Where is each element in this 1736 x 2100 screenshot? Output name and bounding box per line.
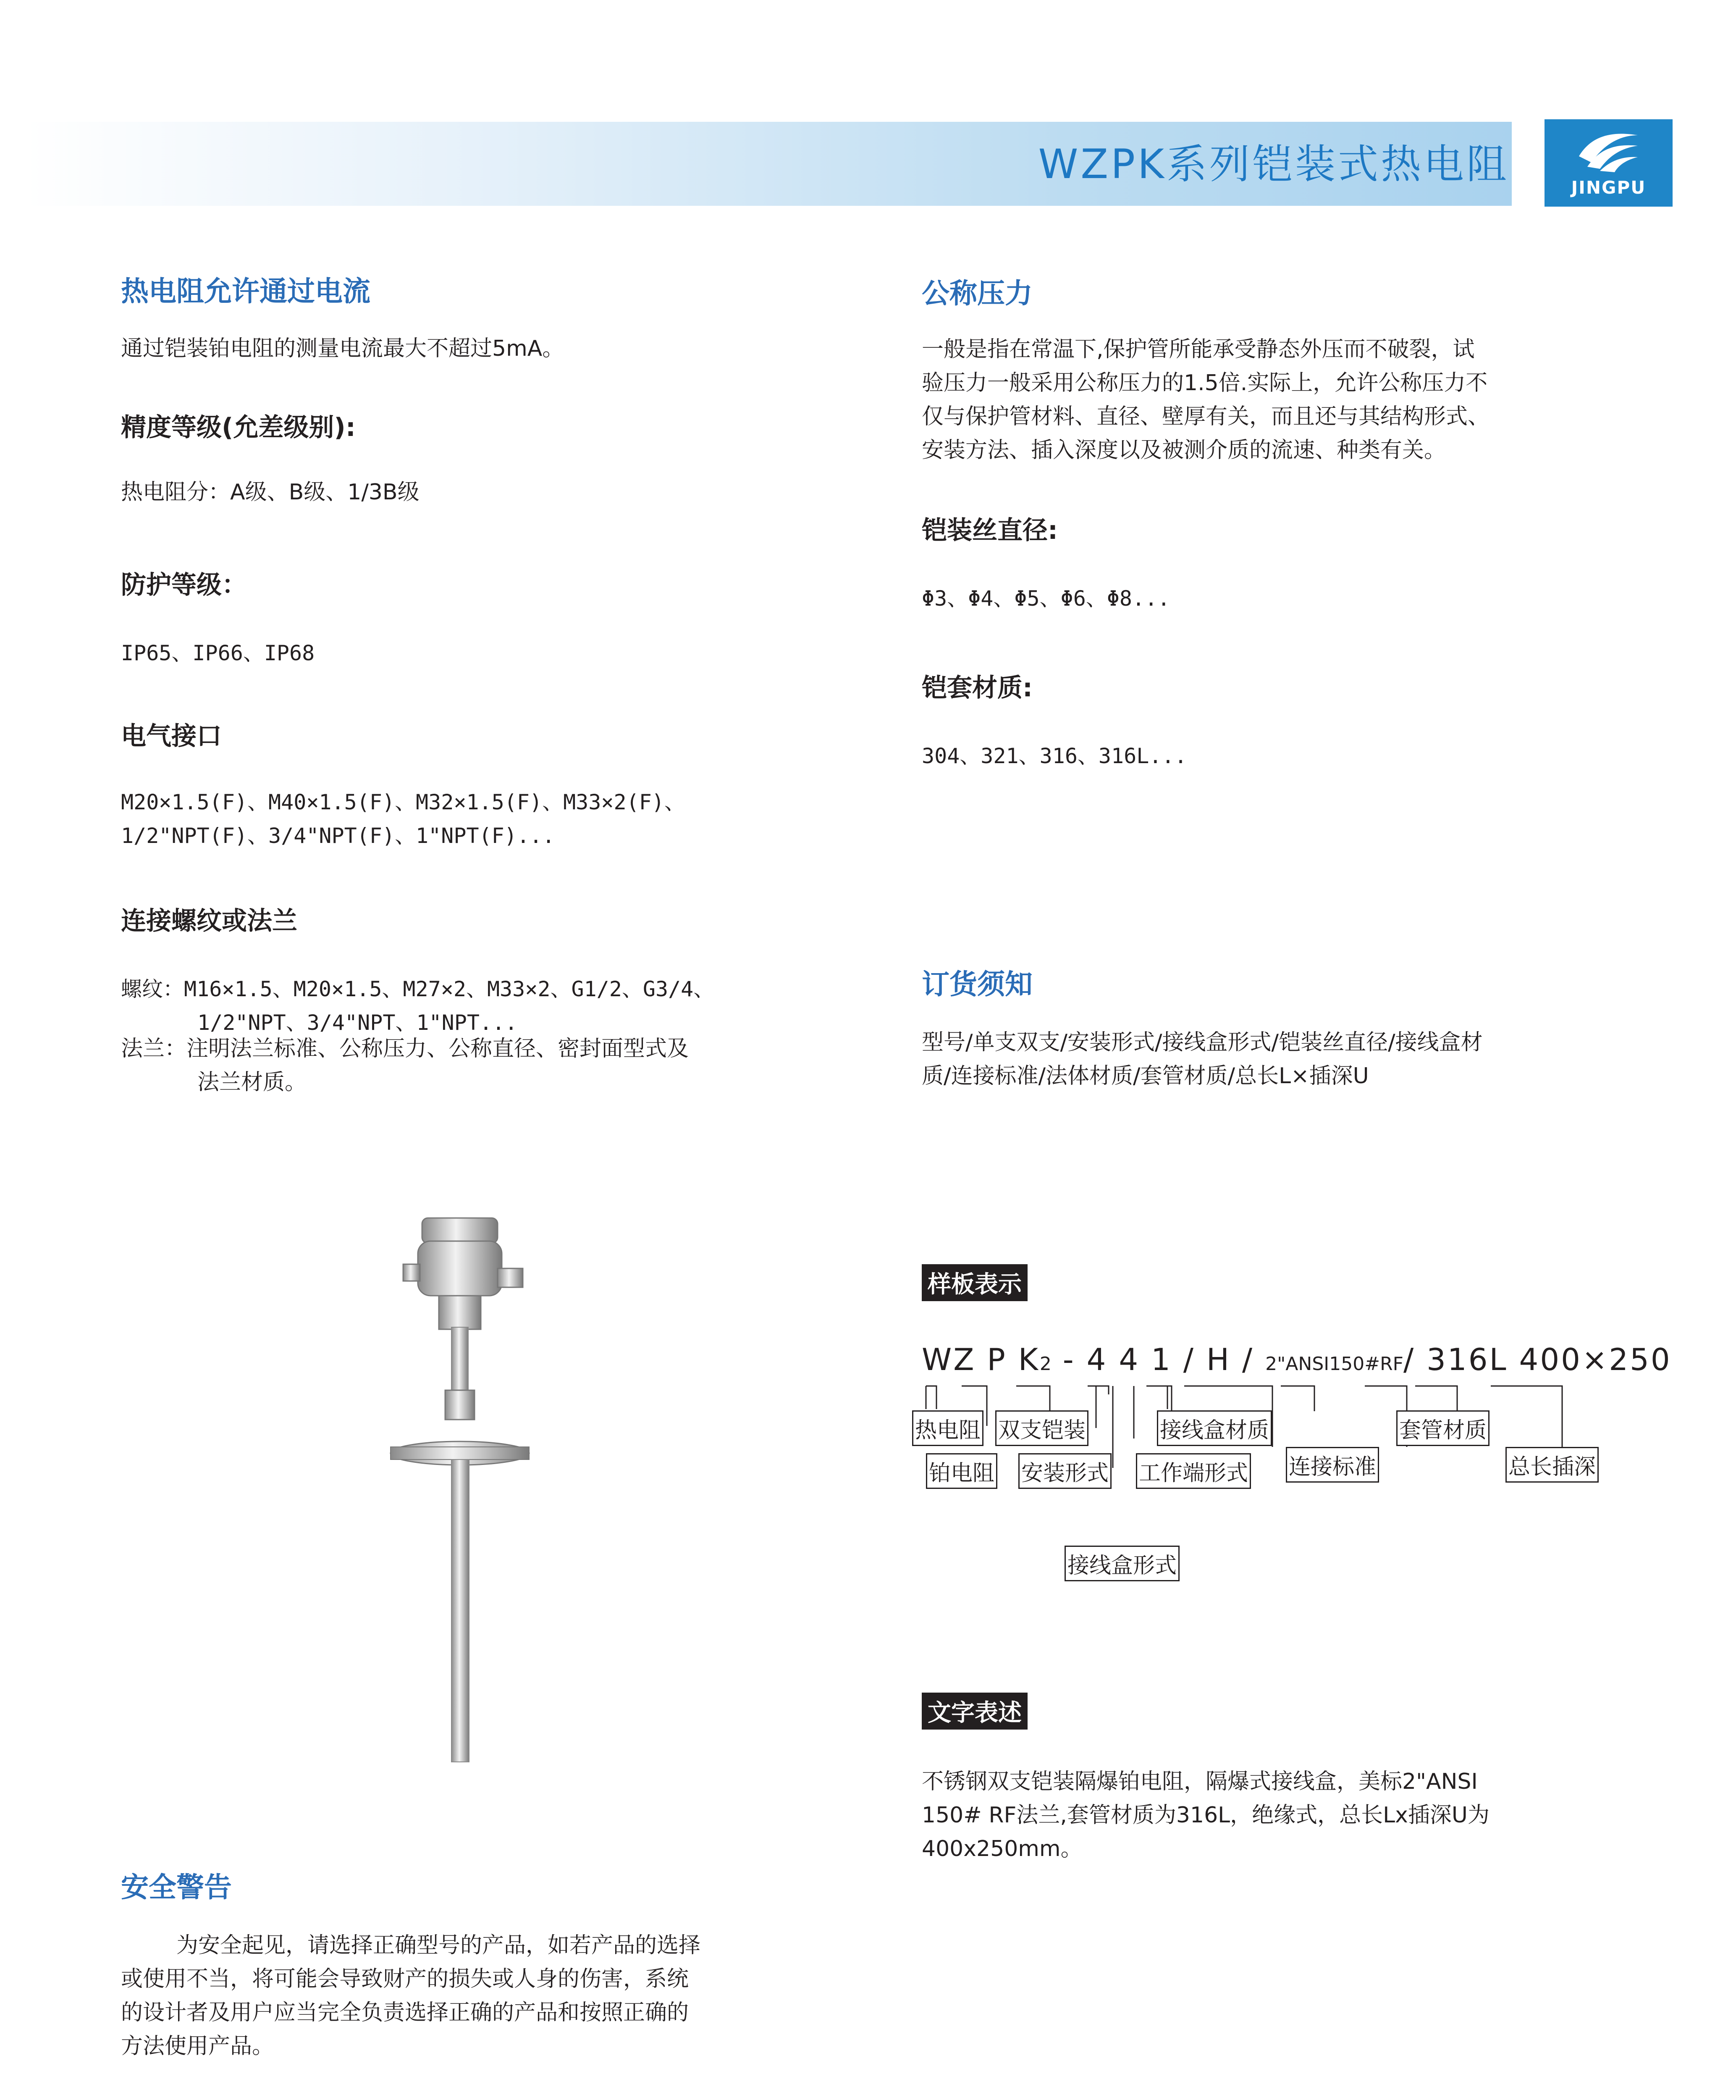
page-title: WZPK系列铠装式热电阻 xyxy=(1038,141,1509,188)
sheath-material-heading: 铠套材质: xyxy=(922,673,1033,703)
wire-diameter-text: Φ3、Φ4、Φ5、Φ6、Φ8... xyxy=(922,586,1170,611)
label-install: 安装形式 xyxy=(1018,1453,1112,1489)
safety-line-1: 为安全起见，请选择正确型号的产品，如若产品的选择 xyxy=(176,1933,701,1958)
label-double: 双支铠装 xyxy=(995,1410,1088,1446)
label-length: 总长插深 xyxy=(1505,1447,1599,1483)
code-end: / 316L 400×250 xyxy=(1403,1342,1672,1377)
flange-line-2: 法兰材质。 xyxy=(197,1070,307,1095)
description-tag: 文字表述 xyxy=(922,1693,1028,1730)
thread-line-2: 1/2"NPT、3/4"NPT、1"NPT... xyxy=(197,1011,518,1035)
model-code xyxy=(922,1342,1672,1377)
label-work-end: 工作端形式 xyxy=(1136,1453,1251,1489)
safety-line-2: 或使用不当，将可能会导致财产的损失或人身的伤害，系统 xyxy=(121,1966,689,1992)
code-sub: 2 xyxy=(1039,1353,1052,1375)
brand-logo xyxy=(1545,119,1673,207)
label-conn-std: 连接标准 xyxy=(1286,1447,1379,1483)
pressure-line-3: 仅与保护管材料、直径、壁厚有关，而且还与其结构形式、 xyxy=(922,404,1490,429)
sheath-material-text: 304、321、316、316L... xyxy=(922,744,1187,768)
pressure-line-2: 验压力一般采用公称压力的1.5倍.实际上，允许公称压力不 xyxy=(922,370,1488,396)
protection-heading: 防护等级： xyxy=(121,570,247,600)
pressure-line-1: 一般是指在常温下,保护管所能承受静态外压而不破裂，试 xyxy=(922,337,1475,362)
sample-tag: 样板表示 xyxy=(922,1264,1028,1301)
label-jbox-material: 接线盒材质 xyxy=(1157,1410,1272,1446)
ordering-heading: 订货须知 xyxy=(922,968,1033,1000)
electrical-line-1: M20×1.5(F)、M40×1.5(F)、M32×1.5(F)、M33×2(F)、 xyxy=(121,790,685,814)
code-small: 2"ANSI150#RF xyxy=(1265,1353,1403,1375)
current-heading: 热电阻允许通过电流 xyxy=(121,275,370,307)
accuracy-heading: 精度等级(允差级别): xyxy=(121,413,356,442)
label-pt: 铂电阻 xyxy=(926,1453,997,1489)
pressure-line-4: 安装方法、插入深度以及被测介质的流速、种类有关。 xyxy=(922,438,1446,463)
thread-line-1: 螺纹：M16×1.5、M20×1.5、M27×2、M33×2、G1/2、G3/4、 xyxy=(121,977,715,1001)
logo-text: JINGPU xyxy=(1571,177,1646,198)
safety-heading: 安全警告 xyxy=(121,1871,232,1903)
label-sheath-material: 套管材质 xyxy=(1396,1410,1489,1446)
wire-diameter-heading: 铠装丝直径: xyxy=(922,516,1058,545)
label-rtd: 热电阻 xyxy=(912,1410,983,1446)
protection-text: IP65、IP66、IP68 xyxy=(121,641,315,665)
current-text: 通过铠装铂电阻的测量电流最大不超过5mA。 xyxy=(121,336,564,361)
electrical-line-2: 1/2"NPT(F)、3/4"NPT(F)、1"NPT(F)... xyxy=(121,824,555,848)
label-jbox-form: 接线盒形式 xyxy=(1065,1546,1180,1581)
code-mid: - 4 4 1 / H / xyxy=(1051,1342,1266,1377)
ordering-line-1: 型号/单支双支/安装形式/接线盒形式/铠装丝直径/接线盒材 xyxy=(922,1030,1483,1055)
accuracy-text: 热电阻分：A级、B级、1/3B级 xyxy=(121,480,420,505)
pressure-heading: 公称压力 xyxy=(922,277,1033,310)
description-line-2: 150# RF法兰,套管材质为316L，绝缘式，总长Lx插深U为 xyxy=(922,1803,1489,1828)
safety-line-4: 方法使用产品。 xyxy=(121,2034,274,2059)
description-line-1: 不锈钢双支铠装隔爆铂电阻，隔爆式接线盒，美标2"ANSI xyxy=(922,1769,1478,1794)
ordering-line-2: 质/连接标准/法体材质/套管材质/总长L×插深U xyxy=(922,1063,1369,1089)
connection-heading: 连接螺纹或法兰 xyxy=(121,906,297,936)
description-line-3: 400x250mm。 xyxy=(922,1836,1083,1861)
code-main: WZ P K xyxy=(922,1342,1040,1377)
logo-swirl-icon xyxy=(1575,127,1642,173)
product-image xyxy=(378,1201,538,1764)
flange-line-1: 法兰：注明法兰标准、公称压力、公称直径、密封面型式及 xyxy=(121,1036,689,1061)
safety-line-3: 的设计者及用户应当完全负责选择正确的产品和按照正确的 xyxy=(121,2000,689,2025)
electrical-heading: 电气接口 xyxy=(121,722,222,751)
